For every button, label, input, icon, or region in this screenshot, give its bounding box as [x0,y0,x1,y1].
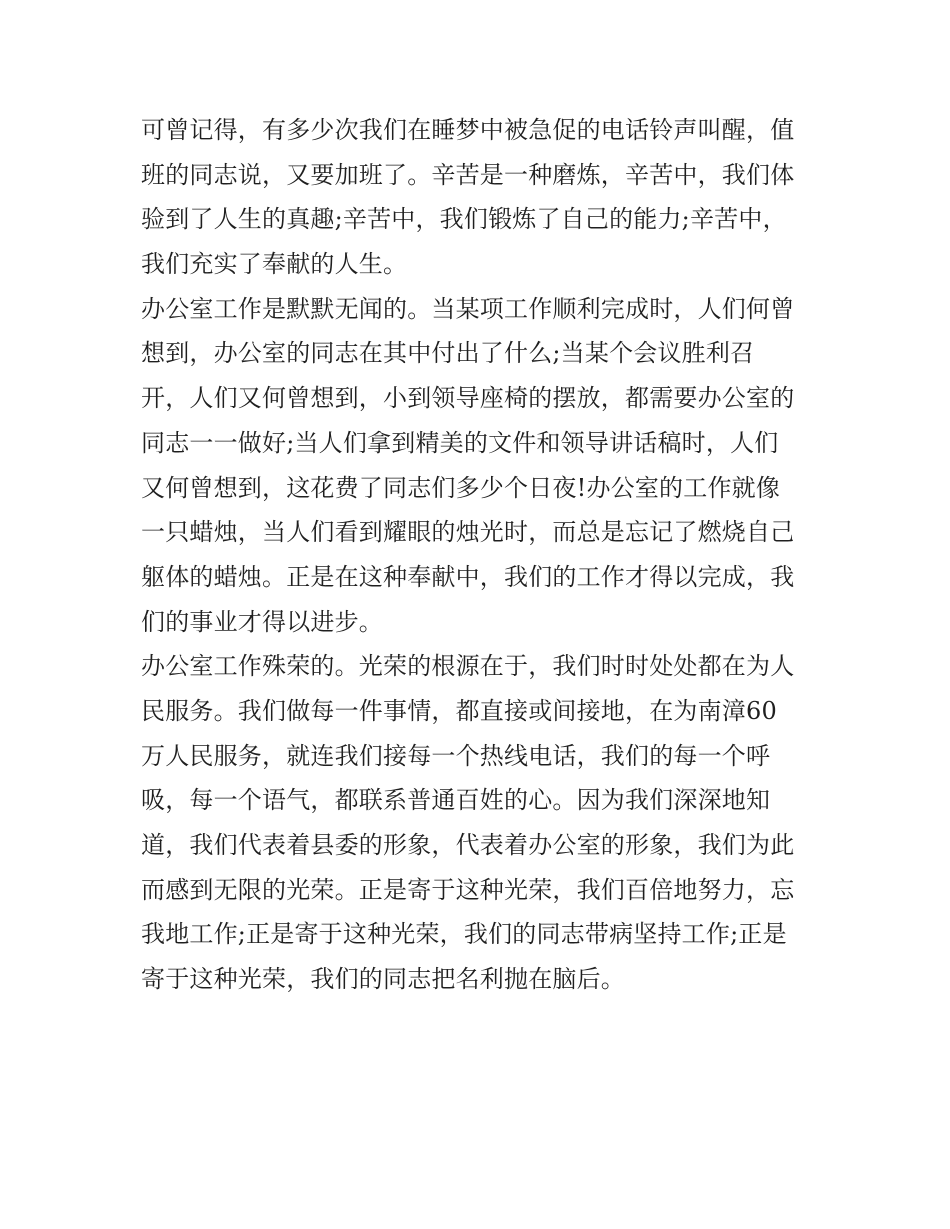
text-line: 我地工作;正是寄于这种光荣，我们的同志带病坚持工作;正是 [141,920,787,949]
text-line: 开，人们又何曾想到，小到领导座椅的摆放，都需要办公室的 [141,384,795,413]
text-line: 我们充实了奉献的人生。 [141,250,408,279]
text-line: 而感到无限的光荣。正是寄于这种光荣，我们百倍地努力，忘 [141,875,795,904]
text-line: 躯体的蜡烛。正是在这种奉献中，我们的工作才得以完成，我 [141,562,795,591]
text-line: 验到了人生的真趣;辛苦中，我们锻炼了自己的能力;辛苦中， [141,205,787,234]
text-line: 一只蜡烛，当人们看到耀眼的烛光时，而总是忘记了燃烧自己 [141,518,795,547]
text-line: 道，我们代表着县委的形象，代表着办公室的形象，我们为此 [141,831,795,859]
paragraph-3 [141,644,821,1002]
paragraph-2 [141,287,821,645]
text-line: 办公室工作殊荣的。光荣的根源在于，我们时时处处都在为人 [141,652,795,681]
text-line: 又何曾想到，这花费了同志们多少个日夜!办公室的工作就像 [141,473,781,502]
text-line: 民服务。我们做每一件事情，都直接或间接地，在为南漳60 [141,696,777,725]
text-line: 吸，每一个语气，都联系普通百姓的心。因为我们深深地知 [141,786,771,815]
text-line: 办公室工作是默默无闻的。当某项工作顺利完成时，人们何曾 [141,294,795,323]
document-body [141,108,821,1002]
paragraph-1 [141,108,821,287]
text-line: 可曾记得，有多少次我们在睡梦中被急促的电话铃声叫醒，值 [141,116,795,144]
text-line: 同志一一做好;当人们拿到精美的文件和领导讲话稿时，人们 [141,428,779,457]
text-line: 想到，办公室的同志在其中付出了什么;当某个会议胜利召 [141,339,755,368]
text-line: 寄于这种光荣，我们的同志把名利抛在脑后。 [141,965,625,994]
text-line: 万人民服务，就连我们接每一个热线电话，我们的每一个呼 [141,741,771,770]
text-line: 们的事业才得以进步。 [141,607,383,636]
text-line: 班的同志说，又要加班了。辛苦是一种磨炼，辛苦中，我们体 [141,160,795,189]
